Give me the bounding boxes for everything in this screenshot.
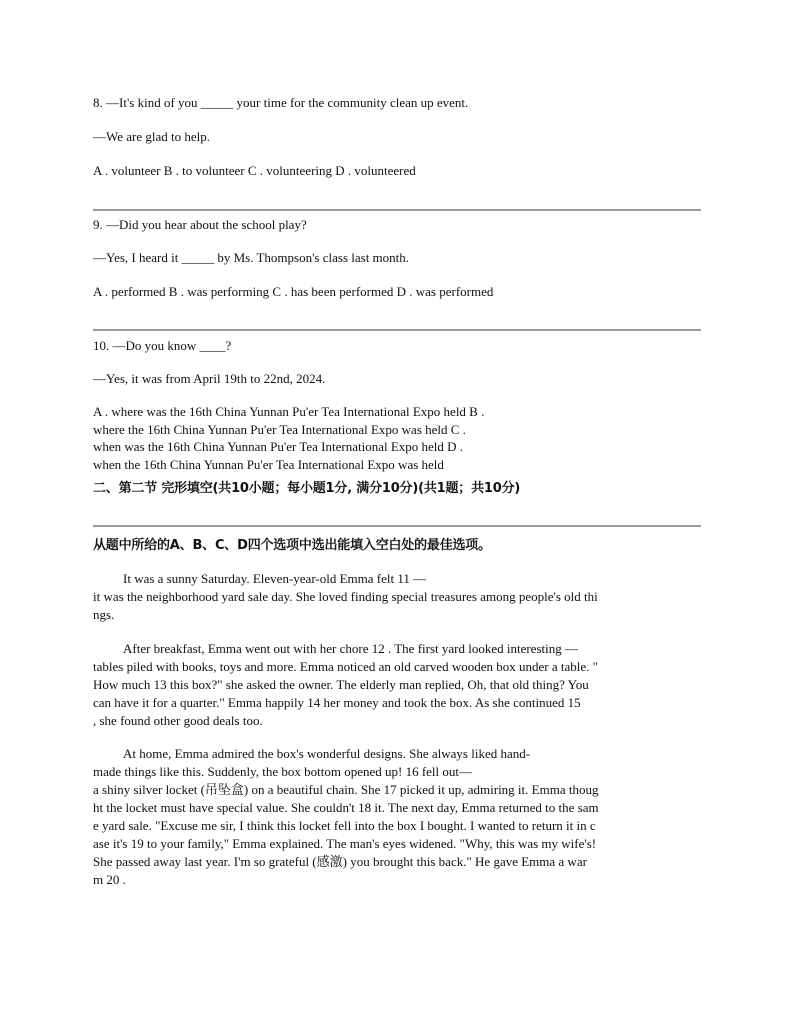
passage-line: it was the neighborhood yard sale day. She loved finding special treasures among people's old thi	[93, 589, 598, 604]
divider	[93, 525, 701, 527]
passage-line: She passed away last year. I'm so grateful (感激) you brought this back." He gave Emma a war	[93, 854, 587, 869]
passage-paragraph-2	[93, 640, 701, 730]
question-10-option-line: A . where was the 16th China Yunnan Pu'er Tea International Expo held B .	[93, 404, 485, 419]
divider	[93, 209, 701, 211]
section-instruction: 从题中所给的A、B、C、D四个选项中选出能填入空白处的最佳选项。	[93, 538, 491, 553]
section-heading: 二、第二节 完形填空(共10小题；每小题1分, 满分10分)(共1题；共10分)	[93, 481, 521, 496]
question-10-option-line: when was the 16th China Yunnan Pu'er Tea International Expo held D .	[93, 439, 464, 454]
passage-paragraph-3	[93, 745, 701, 889]
question-9-options: A . performed B . was performing C . has been performed D . was performed	[93, 284, 494, 299]
question-10-stem: 10. —Do you know ____?	[93, 338, 232, 353]
passage-line: After breakfast, Emma went out with her chore 12 . The first yard looked interesting —	[123, 641, 578, 656]
passage-line: made things like this. Suddenly, the box bottom opened up! 16 fell out—	[93, 764, 472, 779]
question-8-reply: —We are glad to help.	[93, 129, 210, 144]
question-9-reply: —Yes, I heard it _____ by Ms. Thompson's class last month.	[93, 250, 410, 265]
passage-line: It was a sunny Saturday. Eleven-year-old Emma felt 11 —	[123, 571, 427, 586]
divider	[93, 329, 701, 331]
passage-line: e yard sale. "Excuse me sir, I think this locket fell into the box I bought. I wanted to return it in c	[93, 818, 596, 833]
question-8-stem: 8. —It's kind of you _____ your time for the community clean up event.	[93, 95, 469, 110]
passage-paragraph-1	[93, 570, 701, 624]
question-10-reply: —Yes, it was from April 19th to 22nd, 2024.	[93, 371, 326, 386]
question-8-options: A . volunteer B . to volunteer C . volunteering D . volunteered	[93, 163, 416, 178]
passage-line: ngs.	[93, 607, 115, 622]
passage-line: tables piled with books, toys and more. Emma noticed an old carved wooden box under a table. "	[93, 659, 598, 674]
passage-line: , she found other good deals too.	[93, 713, 263, 728]
question-9-stem: 9. —Did you hear about the school play?	[93, 217, 307, 232]
passage-line: m 20 .	[93, 872, 126, 887]
passage-line: How much 13 this box?" she asked the owner. The elderly man replied, Oh, that old thing? You	[93, 677, 589, 692]
passage-line: ht the locket must have special value. She couldn't 18 it. The next day, Emma returned to the sam	[93, 800, 599, 815]
passage-line: ase it's 19 to your family," Emma explained. The man's eyes widened. "Why, this was my wife's!	[93, 836, 597, 851]
question-10-option-line: when the 16th China Yunnan Pu'er Tea International Expo was held	[93, 456, 444, 472]
passage-line: a shiny silver locket (吊坠盒) on a beautiful chain. She 17 picked it up, admiring it. Emma thoug	[93, 782, 599, 797]
question-10-options	[93, 403, 573, 473]
passage-line: At home, Emma admired the box's wonderful designs. She always liked hand-	[123, 746, 531, 761]
question-10-option-line: where the 16th China Yunnan Pu'er Tea International Expo was held C .	[93, 421, 466, 437]
passage-line: can have it for a quarter." Emma happily 14 her money and took the box. As she continued 15	[93, 695, 581, 710]
